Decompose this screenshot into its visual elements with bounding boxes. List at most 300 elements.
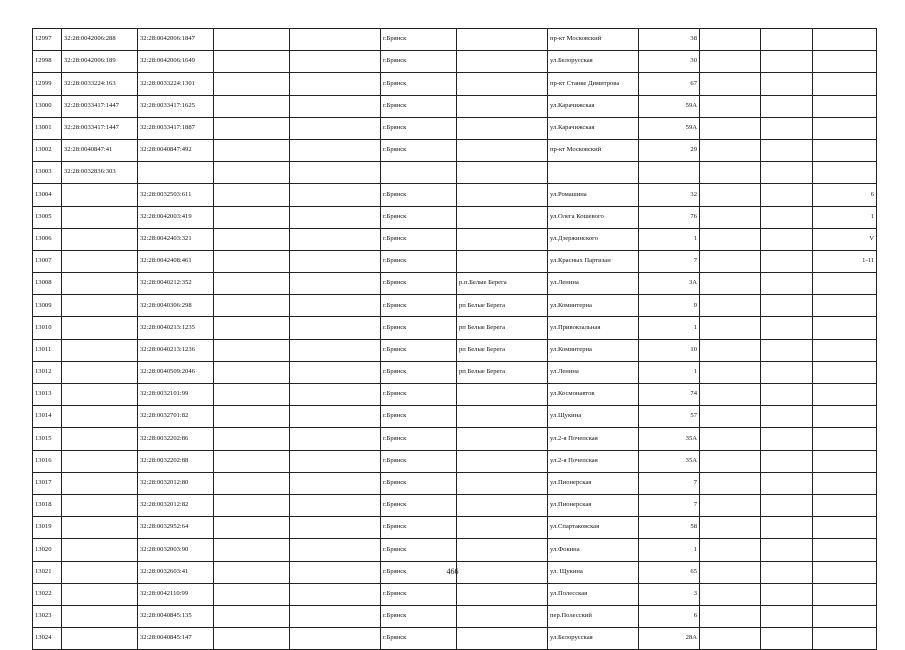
settlement-cell: рп Белые Берега [457,295,548,317]
extra-cell [761,339,813,361]
house-number-cell: 38 [639,29,700,51]
apartment-cell [813,339,877,361]
row-number-cell: 13004 [33,184,62,206]
extra-cell [290,472,381,494]
cadastral-number-cell: 32:28:0040847:41 [62,139,138,161]
settlement-cell [457,184,548,206]
street-cell: ул.Коминтерна [548,295,639,317]
table-row [33,406,877,428]
cadastral-number-cell [62,406,138,428]
building-number-cell: 32:28:0032952:64 [138,517,214,539]
table-row [33,583,877,605]
building-number-cell: 32:28:0042006:1847 [138,29,214,51]
extra-cell [214,494,290,516]
house-number-cell: 67 [639,73,700,95]
extra-cell [290,95,381,117]
settlement-cell [457,406,548,428]
apartment-cell [813,406,877,428]
row-number-cell: 13020 [33,539,62,561]
extra-cell [700,228,761,250]
cadastral-number-cell [62,184,138,206]
cadastral-number-cell [62,628,138,650]
extra-cell [214,51,290,73]
apartment-cell [813,361,877,383]
house-number-cell: 59А [639,117,700,139]
row-number-cell: 13008 [33,273,62,295]
street-cell: пр-кт Московский [548,29,639,51]
city-cell: г.Брянск [381,95,457,117]
city-cell: г.Брянск [381,428,457,450]
house-number-cell: 35А [639,450,700,472]
extra-cell [290,29,381,51]
table-row [33,317,877,339]
cadastral-number-cell [62,384,138,406]
house-number-cell: 1 [639,317,700,339]
extra-cell [761,494,813,516]
street-cell: ул.Полесская [548,583,639,605]
settlement-cell [457,494,548,516]
apartment-cell [813,472,877,494]
street-cell: ул.Ромашина [548,184,639,206]
extra-cell [290,51,381,73]
extra-cell [290,162,381,184]
city-cell: г.Брянск [381,628,457,650]
building-number-cell: 32:28:0040845:147 [138,628,214,650]
street-cell: ул.Космонавтов [548,384,639,406]
house-number-cell: 29 [639,139,700,161]
extra-cell [700,361,761,383]
row-number-cell: 13016 [33,450,62,472]
extra-cell [290,450,381,472]
apartment-cell: 1-11 [813,250,877,272]
table-row [33,51,877,73]
settlement-cell [457,29,548,51]
extra-cell [214,139,290,161]
apartment-cell [813,384,877,406]
building-number-cell: 32:28:0032202:86 [138,428,214,450]
apartment-cell [813,317,877,339]
street-cell: ул.Карачижская [548,95,639,117]
extra-cell [290,317,381,339]
extra-cell [290,494,381,516]
settlement-cell [457,228,548,250]
extra-cell [761,51,813,73]
extra-cell [290,206,381,228]
building-number-cell: 32:28:0040306:298 [138,295,214,317]
street-cell: ул.Фокина [548,539,639,561]
apartment-cell: 6 [813,184,877,206]
building-number-cell: 32:28:0040509:2046 [138,361,214,383]
street-cell: ул.Карачижская [548,117,639,139]
extra-cell [761,384,813,406]
extra-cell [290,273,381,295]
settlement-cell [457,517,548,539]
extra-cell [700,184,761,206]
street-cell: ул.Привокзальная [548,317,639,339]
house-number-cell: 7 [639,472,700,494]
building-number-cell: 32:28:0040213:1235 [138,317,214,339]
extra-cell [290,184,381,206]
settlement-cell [457,51,548,73]
apartment-cell [813,117,877,139]
row-number-cell: 13012 [33,361,62,383]
extra-cell [761,317,813,339]
extra-cell [700,250,761,272]
city-cell: г.Брянск [381,250,457,272]
extra-cell [214,317,290,339]
city-cell: г.Брянск [381,384,457,406]
extra-cell [700,583,761,605]
extra-cell [700,539,761,561]
building-number-cell: 32:28:0040845:135 [138,605,214,627]
city-cell: г.Брянск [381,472,457,494]
extra-cell [700,295,761,317]
cadastral-number-cell [62,583,138,605]
table-row [33,539,877,561]
apartment-cell [813,51,877,73]
extra-cell [700,605,761,627]
table-row [33,73,877,95]
city-cell: г.Брянск [381,51,457,73]
cadastral-number-cell [62,428,138,450]
row-number-cell: 13000 [33,95,62,117]
settlement-cell [457,628,548,650]
cadastral-number-cell [62,472,138,494]
building-number-cell: 32:28:0032012:82 [138,494,214,516]
house-number-cell: 10 [639,339,700,361]
cadastral-number-cell: 32:28:0032836:303 [62,162,138,184]
cadastral-number-cell: 32:28:0042006:189 [62,51,138,73]
extra-cell [761,184,813,206]
apartment-cell [813,605,877,627]
city-cell: г.Брянск [381,295,457,317]
settlement-cell [457,583,548,605]
cadastral-number-cell [62,250,138,272]
city-cell: г.Брянск [381,29,457,51]
table-row [33,494,877,516]
extra-cell [700,339,761,361]
registry-table [32,28,877,650]
apartment-cell [813,494,877,516]
house-number-cell: 6 [639,605,700,627]
cadastral-number-cell [62,273,138,295]
city-cell: г.Брянск [381,139,457,161]
extra-cell [290,250,381,272]
extra-cell [290,228,381,250]
house-number-cell: 65 [639,561,700,583]
apartment-cell [813,428,877,450]
street-cell: ул.Красных Партизан [548,250,639,272]
extra-cell [290,539,381,561]
extra-cell [290,428,381,450]
table-row [33,95,877,117]
row-number-cell: 12997 [33,29,62,51]
extra-cell [290,384,381,406]
extra-cell [290,628,381,650]
extra-cell [700,428,761,450]
table-row [33,29,877,51]
extra-cell [700,95,761,117]
row-number-cell: 13007 [33,250,62,272]
cadastral-number-cell [62,361,138,383]
city-cell: г.Брянск [381,583,457,605]
page-number: 466 [446,567,459,576]
street-cell: ул.Пионерская [548,472,639,494]
house-number-cell: 35А [639,428,700,450]
extra-cell [700,117,761,139]
settlement-cell [457,139,548,161]
street-cell: ул.Спартаковская [548,517,639,539]
city-cell: г.Брянск [381,339,457,361]
settlement-cell [457,472,548,494]
extra-cell [700,273,761,295]
apartment-cell [813,295,877,317]
row-number-cell: 13015 [33,428,62,450]
extra-cell [214,295,290,317]
row-number-cell: 13021 [33,561,62,583]
row-number-cell: 13019 [33,517,62,539]
settlement-cell [457,73,548,95]
building-number-cell: 32:28:0032012:80 [138,472,214,494]
street-cell: ул.Белорусская [548,51,639,73]
table-row [33,139,877,161]
table-row [33,117,877,139]
cadastral-number-cell: 32:28:0042006:288 [62,29,138,51]
cadastral-number-cell [62,517,138,539]
table-row [33,273,877,295]
street-cell: ул.Ленина [548,273,639,295]
house-number-cell [639,162,700,184]
extra-cell [761,605,813,627]
extra-cell [700,162,761,184]
extra-cell [761,406,813,428]
extra-cell [290,517,381,539]
extra-cell [290,339,381,361]
city-cell: г.Брянск [381,317,457,339]
extra-cell [700,494,761,516]
cadastral-number-cell [62,494,138,516]
city-cell: г.Брянск [381,361,457,383]
building-number-cell: 32:28:0032101:99 [138,384,214,406]
city-cell: г.Брянск [381,517,457,539]
extra-cell [214,583,290,605]
settlement-cell: р.п.Белые Берега [457,273,548,295]
extra-cell [214,628,290,650]
cadastral-number-cell: 32:28:0033224:163 [62,73,138,95]
extra-cell [761,250,813,272]
extra-cell [214,428,290,450]
building-number-cell: 32:28:0033417:1625 [138,95,214,117]
house-number-cell: 1 [639,539,700,561]
apartment-cell [813,583,877,605]
row-number-cell: 12998 [33,51,62,73]
row-number-cell: 13005 [33,206,62,228]
city-cell [381,162,457,184]
extra-cell [761,273,813,295]
extra-cell [214,605,290,627]
settlement-cell: рп Белые Берега [457,339,548,361]
cadastral-number-cell [62,450,138,472]
extra-cell [290,73,381,95]
cadastral-number-cell [62,339,138,361]
city-cell: г.Брянск [381,206,457,228]
settlement-cell [457,384,548,406]
house-number-cell: 74 [639,384,700,406]
extra-cell [290,583,381,605]
extra-cell [214,361,290,383]
house-number-cell: 30 [639,51,700,73]
row-number-cell: 13017 [33,472,62,494]
house-number-cell: 28А [639,628,700,650]
apartment-cell: V [813,228,877,250]
extra-cell [761,539,813,561]
extra-cell [700,317,761,339]
table-row [33,228,877,250]
extra-cell [700,628,761,650]
street-cell [548,162,639,184]
extra-cell [290,406,381,428]
apartment-cell [813,628,877,650]
extra-cell [214,73,290,95]
row-number-cell: 13006 [33,228,62,250]
extra-cell [700,73,761,95]
city-cell: г.Брянск [381,561,457,583]
settlement-cell [457,117,548,139]
house-number-cell: 7 [639,250,700,272]
settlement-cell [457,162,548,184]
extra-cell [290,295,381,317]
building-number-cell: 32:28:0042006:1649 [138,51,214,73]
row-number-cell: 13023 [33,605,62,627]
cadastral-number-cell [62,317,138,339]
extra-cell [761,117,813,139]
extra-cell [761,428,813,450]
extra-cell [214,406,290,428]
apartment-cell [813,139,877,161]
table-row [33,339,877,361]
apartment-cell [813,273,877,295]
extra-cell [700,472,761,494]
row-number-cell: 12999 [33,73,62,95]
building-number-cell [138,162,214,184]
row-number-cell: 13009 [33,295,62,317]
building-number-cell: 32:28:0040847:492 [138,139,214,161]
row-number-cell: 13002 [33,139,62,161]
extra-cell [761,517,813,539]
extra-cell [700,450,761,472]
extra-cell [214,117,290,139]
street-cell: ул.Белорусская [548,628,639,650]
house-number-cell: 3А [639,273,700,295]
extra-cell [700,51,761,73]
building-number-cell: 32:28:0032603:41 [138,561,214,583]
extra-cell [214,95,290,117]
city-cell: г.Брянск [381,184,457,206]
settlement-cell [457,450,548,472]
cadastral-number-cell [62,605,138,627]
table-row [33,384,877,406]
extra-cell [700,139,761,161]
building-number-cell: 32:28:0040213:1236 [138,339,214,361]
extra-cell [761,29,813,51]
city-cell: г.Брянск [381,117,457,139]
cadastral-number-cell [62,206,138,228]
building-number-cell: 32:28:0032003:90 [138,539,214,561]
row-number-cell: 13011 [33,339,62,361]
table-row [33,472,877,494]
extra-cell [700,206,761,228]
city-cell: г.Брянск [381,406,457,428]
building-number-cell: 32:28:0040212:352 [138,273,214,295]
extra-cell [214,273,290,295]
street-cell: ул.Дзержинского [548,228,639,250]
extra-cell [290,139,381,161]
row-number-cell: 13003 [33,162,62,184]
table-row [33,250,877,272]
row-number-cell: 13022 [33,583,62,605]
extra-cell [761,361,813,383]
extra-cell [214,228,290,250]
apartment-cell [813,450,877,472]
settlement-cell [457,95,548,117]
extra-cell [761,162,813,184]
extra-cell [214,539,290,561]
extra-cell [700,517,761,539]
row-number-cell: 13010 [33,317,62,339]
cadastral-number-cell: 32:28:0033417:1447 [62,117,138,139]
building-number-cell: 32:28:0033417:1887 [138,117,214,139]
extra-cell [761,228,813,250]
street-cell: ул.Ленина [548,361,639,383]
settlement-cell: рп Белые Берега [457,317,548,339]
extra-cell [214,517,290,539]
house-number-cell: 3 [639,583,700,605]
city-cell: г.Брянск [381,539,457,561]
street-cell: пр-кт Станке Димитрова [548,73,639,95]
table-row [33,361,877,383]
table-row [33,184,877,206]
extra-cell [761,139,813,161]
extra-cell [761,583,813,605]
extra-cell [214,472,290,494]
extra-cell [290,117,381,139]
settlement-cell [457,250,548,272]
settlement-cell [457,428,548,450]
house-number-cell: 1 [639,361,700,383]
extra-cell [700,384,761,406]
row-number-cell: 13024 [33,628,62,650]
row-number-cell: 13001 [33,117,62,139]
street-cell: ул.Пионерская [548,494,639,516]
table-row [33,206,877,228]
building-number-cell: 32:28:0042110:99 [138,583,214,605]
extra-cell [290,361,381,383]
apartment-cell [813,162,877,184]
building-number-cell: 32:28:0042408:461 [138,250,214,272]
house-number-cell: 9 [639,295,700,317]
extra-cell [761,450,813,472]
house-number-cell: 58 [639,517,700,539]
extra-cell [214,450,290,472]
settlement-cell [457,539,548,561]
house-number-cell: 1 [639,228,700,250]
building-number-cell: 32:28:0032202:88 [138,450,214,472]
city-cell: г.Брянск [381,73,457,95]
extra-cell [214,29,290,51]
cadastral-number-cell [62,539,138,561]
building-number-cell: 32:28:0033224:1301 [138,73,214,95]
city-cell: г.Брянск [381,228,457,250]
